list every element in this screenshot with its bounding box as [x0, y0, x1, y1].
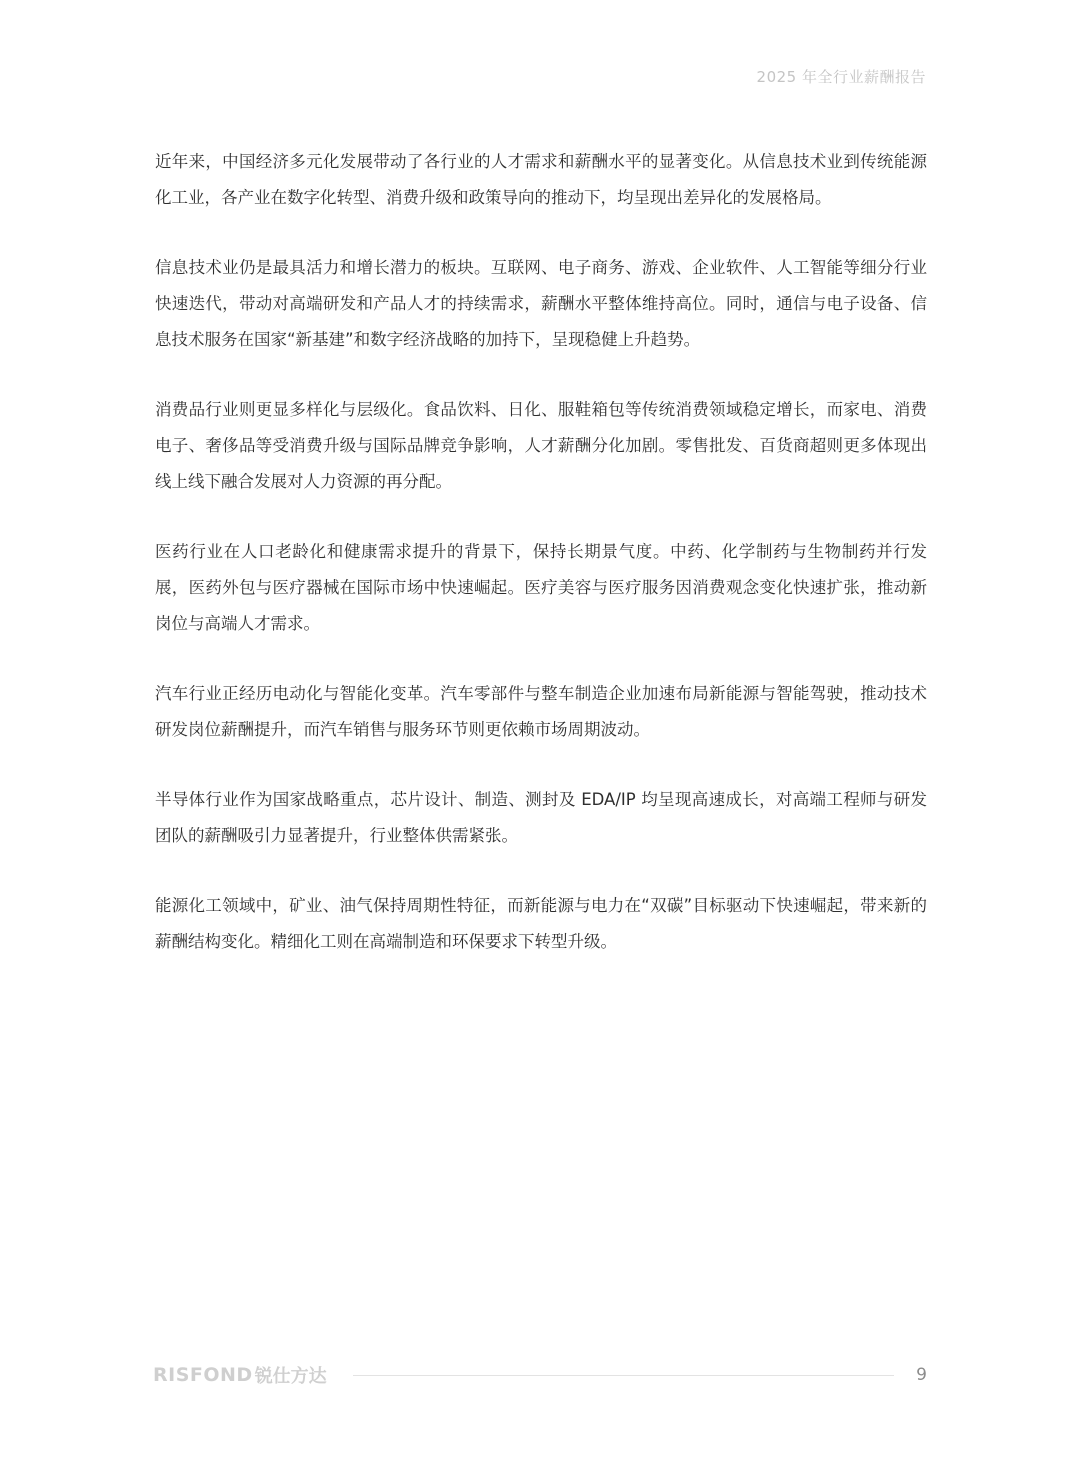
brand-logo: [153, 1362, 327, 1388]
footer-divider: [353, 1375, 894, 1376]
paragraph-energy: 能源化工领域中，矿业、油气保持周期性特征，而新能源与电力在“双碳”目标驱动下快速崛起，带来新的薪酬结构变化。精细化工则在高端制造和环保要求下转型升级。: [155, 896, 927, 951]
paragraph-auto: 汽车行业正经历电动化与智能化变革。汽车零部件与整车制造企业加速布局新能源与智能驾驶，推动技术研发岗位薪酬提升，而汽车销售与服务环节则更依赖市场周期波动。: [155, 684, 927, 739]
page-number: 9: [916, 1365, 927, 1385]
paragraph-semiconductor: 半导体行业作为国家战略重点，芯片设计、制造、测封及 EDA/IP 均呈现高速成长，对高端工程师与研发团队的薪酬吸引力显著提升，行业整体供需紧张。: [155, 790, 927, 845]
paragraph-consumer: 消费品行业则更显多样化与层级化。食品饮料、日化、服鞋箱包等传统消费领域稳定增长，而家电、消费电子、奢侈品等受消费升级与国际品牌竞争影响，人才薪酬分化加剧。零售批发、百货商超则更多体现出线上线下融合发展对人力资源的再分配。: [155, 400, 927, 491]
brand-logo-en: RISFOND: [153, 1364, 253, 1386]
running-header-title: 2025 年全行业薪酬报告: [756, 68, 926, 86]
paragraph-it: 信息技术业仍是最具活力和增长潜力的板块。互联网、电子商务、游戏、企业软件、人工智能等细分行业快速迭代，带动对高端研发和产品人才的持续需求，薪酬水平整体维持高位。同时，通信与电子设备、信息技术服务在国家“新基建”和数字经济战略的加持下，呈现稳健上升趋势。: [155, 258, 927, 349]
brand-logo-cn: 锐仕方达: [254, 1366, 327, 1387]
paragraph-intro: 近年来，中国经济多元化发展带动了各行业的人才需求和薪酬水平的显著变化。从信息技术业到传统能源化工业，各产业在数字化转型、消费升级和政策导向的推动下，均呈现出差异化的发展格局。: [155, 152, 927, 207]
body-text: [155, 144, 927, 994]
page-footer: [153, 1360, 927, 1390]
paragraph-pharma: 医药行业在人口老龄化和健康需求提升的背景下，保持长期景气度。中药、化学制药与生物制药并行发展，医药外包与医疗器械在国际市场中快速崛起。医疗美容与医疗服务因消费观念变化快速扩张，推动新岗位与高端人才需求。: [155, 542, 927, 633]
